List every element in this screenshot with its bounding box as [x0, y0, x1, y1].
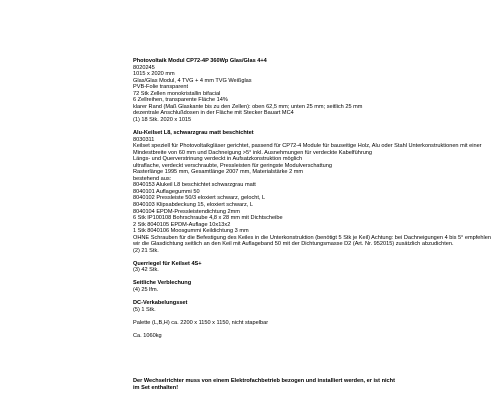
module-line: Glas/Glas Modul, 4 TVG + 4 mm TVG Weißglas	[133, 77, 252, 84]
keilset-title: Alu-Keilset L8, schwarzgrau matt beschichtet	[133, 129, 254, 136]
keilset-description: Keilset speziell für Photovoltaikgläser gerichtet, passend für CP72-4 Module für bauseitige Holz, Alu oder Stahl Unterkonstruktionen mit einer Mindestbreite von 60 mm und Dachneigung >5° inkl. Ausnehmungen für verdeckte Kabelführung	[133, 143, 482, 156]
keilset-line: ultraflache, verdeckt verschraubte, Pressleisten für geringste Modulverschattung	[133, 162, 332, 169]
section-querriegel	[133, 261, 495, 274]
verblechung-qty: (4) 25 lfm.	[133, 287, 159, 293]
module-line: 8020245	[133, 64, 155, 71]
module-title: Photovoltaik Modul CP72-4P 360Wp Glas/Glas 4+4	[133, 58, 267, 64]
keilset-part: 8040104 EPDM-Pressleistendichtung 2mm	[133, 208, 240, 215]
module-line: PVB-Folie transparent	[133, 84, 189, 91]
keilset-part: 8040101 Auflagegummi 50	[133, 188, 200, 195]
keilset-line: Rasterlänge 1995 mm, Gesamtlänge 2007 mm, Materialstärke 2 mm	[133, 169, 304, 176]
document	[133, 58, 495, 391]
pallet-info: Palette (L,B,H) ca. 2200 x 1150 x 1150, nicht stapelbar	[133, 319, 269, 326]
module-line: dezentrale Anschlußdosen in der Fläche mit Stecker Bauart MC4	[133, 110, 294, 117]
keilset-qty: (2) 21 Stk.	[133, 247, 159, 254]
section-dc-verkabelung	[133, 300, 495, 313]
inverter-notice: Der Wechselrichter muss von einem Elektrofachbetrieb bezogen und installiert werden, er ist nicht im Set enthalten!	[133, 378, 395, 391]
keilset-part: 8040103 Klipsabdeckung 15, eloxiert schwarz, L	[133, 201, 254, 208]
querriegel-qty: (3) 42 Stk.	[133, 267, 159, 274]
module-line: 6 Zellreihen, transparente Fläche 14%	[133, 97, 228, 104]
keilset-part: 1 Stk 8040106 Moosgummi Keildichtung 3 mm	[133, 228, 249, 235]
keilset-code: 8030311	[133, 136, 155, 143]
dc-verkabelung-qty: (5) 1 Stk.	[133, 306, 156, 313]
section-keilset	[133, 130, 495, 254]
module-line: 1015 x 2020 mm	[133, 71, 175, 78]
keilset-note: OHNE Schrauben für die Befestigung des Keiles in die Unterkonstruktion (benötigt 5 Stk je Keil) Achtung: bei Dachneigungen 4 bis 5° empfehlen wir die Glasdichtung seitlich an den Keil mit Auflageband 50 mit der Dichtungsmasse D2 (Art. Nr. 952015) zusätzlich abzudichten.	[133, 234, 491, 248]
keilset-part: 8040153 Alukeil L8 beschichtet schwarzgrau matt	[133, 182, 256, 189]
querriegel-title: Querriegel für Keilset 4S+	[133, 260, 202, 267]
keilset-part: 8040102 Pressleiste 50/3 eloxiert schwarz, gelocht, L	[133, 195, 266, 202]
section-verblechung	[133, 280, 495, 293]
keilset-part: 2 Stk 8040105 EPDM-Auflage 10x13x2	[133, 221, 231, 228]
keilset-line: bestehend aus:	[133, 175, 172, 182]
keilset-line: Längs- und Querverstrinung verdeckt in Aufsatzkonstruktion möglich	[133, 156, 303, 163]
verblechung-title: Seitliche Verblechung	[133, 280, 192, 287]
module-qty: (1) 18 Stk. 2020 x 1015	[133, 116, 192, 123]
section-module	[133, 58, 495, 123]
dc-verkabelung-title: DC-Verkabelungsset	[133, 300, 188, 307]
keilset-part: 6 Stk IP100108 Bohrschraube 4,8 x 28 mm mit Dichtscheibe	[133, 215, 283, 222]
module-line: 72 Stk Zellen monokristallin bifacial	[133, 90, 221, 97]
module-line: klarer Rand (Maß Glaskante bis zu den Zellen): oben 62,5 mm; unten 25 mm; seitlich 25 mm	[133, 103, 363, 110]
weight-info: Ca. 1060kg	[133, 332, 162, 339]
